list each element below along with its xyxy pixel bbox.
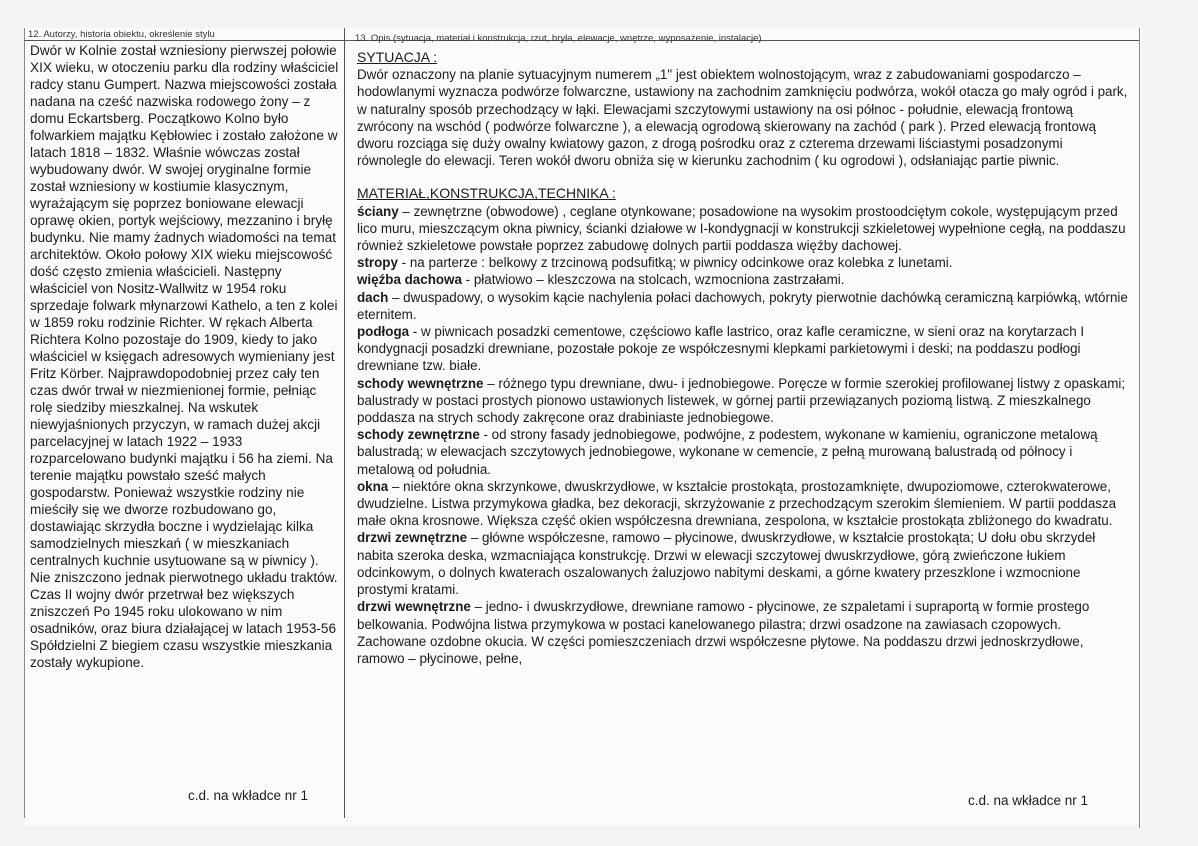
right-continuation-note: c.d. na wkładce nr 1 — [968, 793, 1089, 808]
item-term: okna — [357, 478, 389, 494]
item-text: – dwuspadowy, o wysokim kącie nachylenia połaci dachowych, pokryty pierwotnie dachówką ceramiczną karpiówką, wtórnie eternitem. — [357, 289, 1128, 322]
left-column-header: 12. Autorzy, historia obiektu, określenie stylu — [28, 29, 215, 40]
item-outer-doors — [357, 529, 1129, 598]
item-windows — [357, 478, 1129, 530]
item-text: – niektóre okna skrzynkowe, dwuskrzydłowe, w kształcie prostokąta, prostozamknięte, dwupoziomowe, czterokwaterowe, dwudzielne. Listwa przymykowa gładka, bez dekoracji, skrzyżowanie z przechodzącym szerokim ślemieniem. W partii poddasza małe okna krosnowe. Większa część okien współczesna drewniana, zespolona, w kształcie prostokąta zbliżonego do kwadratu. — [357, 478, 1117, 529]
item-term: więźba dachowa — [357, 272, 462, 288]
item-text: – główne współczesne, ramowo – płycinowe, dwuskrzydłowe, w kształcie prostokąta; U dołu obu skrzydeł nabita szeroka deska, wzmacniająca konstrukcję. Drzwi w elewacji szczytowej dwuskrzydłowe, górą zwieńczone łukiem odcinkowym, o dolnych kwaterach oszalowanych żaluzjowo nabitymi deskami, a górne kwatery przeszklone i wzmocnione prostymi kratami. — [357, 530, 1096, 598]
item-outer-stairs — [357, 426, 1129, 478]
material-title: MATERIAŁ,KONSTRUKCJA,TECHNIKA : — [357, 185, 616, 202]
history-section — [30, 42, 340, 671]
item-text: - od strony fasady jednobiegowe, podwójne, z podestem, wykonane w kamieniu, ograniczone metalową balustradą; w elewacjach szczytowych jednobiegowe, wykonane w cemencie, z pełną murowaną balustradą od północy i metalową od południa. — [357, 427, 1098, 477]
item-text: - płatwiowo – kleszczowa na stolcach, wzmocniona zastrzałami. — [461, 272, 845, 288]
history-text: Dwór w Kolnie został wzniesiony pierwszej połowie XIX wieku, w otoczeniu parku dla rodziny właściciel radcy stanu Gumpert. Nazwa miejscowości została nadana na cześć nazwiska rodowego żony – z domu Eckartsberg. Początkowo Kolno było folwarkiem majątku Kębłowiec i zostało założone w latach 1818 – 1832. Właśnie wówczas został wybudowany dwór. W swojej oryginalne formie został wzniesiony w kostiumie klasycznym, wyrażającym się poprzez boniowane elewacji oprawę okien, portyk wejściowy, mezzanino i bryłę budynku. Nie mamy żadnych wiadomości na temat architektów. Około połowy XIX wieku miejscowość dość często zmienia właścicieli. Następny właściciel von Nositz-Wallwitz w 1954 roku sprzedaje folwark młynarzowi Kathelo, a ten z kolei w 1859 roku rodzinie Richter. W rękach Alberta Richtera Kolno pozostaje do 1909, kiedy to jako właściciel w księgach adresowych wymieniany jest Fritz Körber. Najprawdopodobniej przez cały ten czas dwór trwał w niezmienionej formie, pełniąc rolę siedziby mieszkalnej. Na wskutek niewyjaśnionych przyczyn, w ramach dużej akcji parcelacyjnej w latach 1922 – 1933 rozparcelowano budynki majątku i 56 ha ziemi. Na terenie majątku powstało sześć małych gospodarstw. Ponieważ wszystkie rodziny nie mieściły się we dworze rozbudowano go, dostawiając skrzydła boczne i wydzielając kilka samodzielnych mieszkań ( w mieszkaniach centralnych kuchnie usytuowane są w piwnicy ). Nie zniszczono jednak pierwotnego układu traktów. Czas II wojny dwór przetrwał bez większych zniszczeń Po 1945 roku ulokowano w nim osadników, oraz biura działającej w latach 1953-56 Spółdzielni Z biegiem czasu wszystkie mieszkania zostały wykupione. — [30, 43, 339, 670]
item-inner-doors — [357, 598, 1129, 667]
item-term: drzwi zewnętrzne — [357, 530, 468, 546]
item-term: schody zewnętrzne — [357, 427, 480, 443]
item-inner-stairs — [357, 375, 1129, 427]
column-divider — [344, 28, 345, 818]
right-border — [1139, 28, 1140, 828]
item-text: - na parterze : belkowy z trzcinową podsufitką; w piwnicy odcinkowe oraz kolebka z lunetami. — [397, 255, 953, 271]
item-roof-truss — [357, 271, 1129, 288]
left-continuation-note: c.d. na wkładce nr 1 — [188, 788, 309, 803]
item-term: schody wewnętrzne — [357, 375, 484, 391]
item-roof — [357, 289, 1129, 323]
situation-title: SYTUACJA : — [357, 49, 438, 65]
item-term: dach — [357, 289, 389, 305]
item-text: - w piwnicach posadzki cementowe, częściowo kafle lastrico, oraz kafle ceramiczne, w sieni oraz na korytarzach I kondygnacji posadzki drewniane, pozostałe pokoje ze współczesnymi klepkami parkietowymi i deski; na poddaszu podłogi drewniane tzw. białe. — [357, 324, 1085, 374]
situation-text: Dwór oznaczony na planie sytuacyjnym numerem „1" jest obiektem wolnostojącym, wraz z zabudowaniami gospodarczo – hodowlanymi wyznacza podwórze folwarczne, ustawiony na zachodnim zamknięciu podwórza, wokół otacza go mały ogród i park, w naturalny sposób przechodzący w łąki. Elewacjami szczytowymi ustawiony na osi północ - południe, elewacją frontową zwrócony na wschód ( podwórze folwarczne ), a elewacją ogrodową skierowany na zachód ( park ). Przed elewacją frontową dworu rozciąga się duży owalny kwiatowy gazon, z drogą pośrodku oraz z czterema drzewami liściastymi posadzonymi równolegle do elewacji. Teren wokół dworu obniża się w kierunku zachodnim ( ku ogrodowi ), odsłaniając partie piwnic. — [357, 67, 1128, 169]
item-text: – zewnętrzne (obwodowe) , ceglane otynkowane; posadowione na wysokim prostoodciętym cokole, występującym przed lico muru, mieszczącym okna piwnicy, ścianki działowe w I-kondygnacji w konstrukcji szkieletowej wypełnione cegłą, na poddaszu również szkieletowe powstałe poprzez zabudowę dolnych partii poddasza więźby dachowej. — [357, 203, 1126, 254]
description-section — [357, 49, 1129, 667]
right-column-header: 13. Opis (sytuacja, materiał i konstrukcja, rzut, bryła, elewacje, wnętrze, wyposażenie, instalacje) — [355, 33, 762, 44]
item-text: – jedno- i dwuskrzydłowe, drewniane ramowo - płycinowe, ze szpaletami i supraportą w formie prostego belkowania. Podwójna listwa przymykowa w postaci kanelowanego pilastra; drzwi osadzone na zawiasach czopowych. Zachowane ozdobne okucia. W części pomieszczeniach drzwi współczesne płytowe. Na poddaszu drzwi jednoskrzydłowe, ramowo – płycinowe, pełne, — [357, 599, 1090, 666]
item-text: – różnego typu drewniane, dwu- i jednobiegowe. Poręcze w formie szerokiej profilowanej listwy z opaskami; balustrady w postaci prostych pionowo ustawionych listewek, w górnej partii przewiązanych poziomą listwą. Z mieszkalnego poddasza na strych schody zakręcone oraz drabiniaste jednobiegowe. — [357, 375, 1126, 426]
item-term: ściany — [357, 203, 399, 219]
item-term: podłoga — [357, 324, 410, 340]
item-term: drzwi wewnętrzne — [357, 599, 471, 615]
item-ceilings — [357, 254, 1129, 271]
item-floor — [357, 323, 1129, 375]
item-walls — [357, 203, 1129, 255]
left-border — [24, 28, 25, 818]
item-term: stropy — [357, 255, 398, 271]
